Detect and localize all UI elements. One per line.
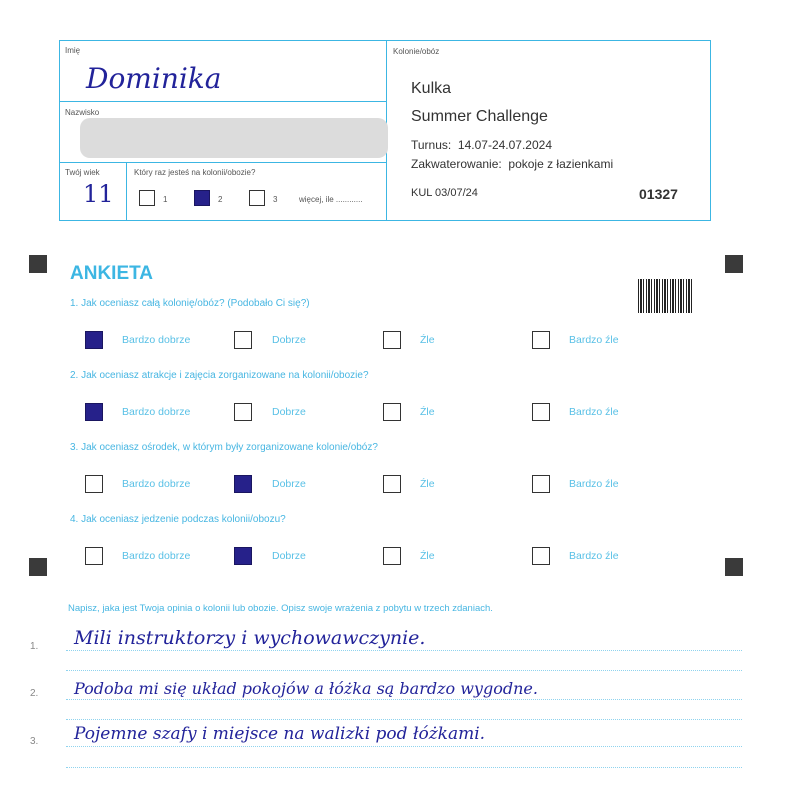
barcode-icon xyxy=(638,279,692,313)
kolonie-label: Kolonie/obóz xyxy=(393,47,440,56)
question-4-option-4-label: Bardzo źle xyxy=(569,550,619,562)
form-number: 01327 xyxy=(639,186,678,202)
question-4-option-2-label: Dobrze xyxy=(272,550,306,562)
question-2-option-3-label: Źle xyxy=(420,406,435,418)
visit-2-label: 2 xyxy=(218,195,223,204)
opinion-prompt: Napisz, jaka jest Twoja opinia o kolonii lub obozie. Opisz swoje wrażenia z pobytu w trzech zdaniach. xyxy=(68,603,493,614)
turnus-value: 14.07-24.07.2024 xyxy=(457,138,553,152)
opinion-line-3: Pojemne szafy i miejsce na walizki pod łóżkami. xyxy=(74,724,486,744)
line-2-number: 2. xyxy=(30,688,39,699)
question-3-option-1-checkbox[interactable] xyxy=(85,475,103,493)
redaction-bar xyxy=(80,118,388,158)
registration-mark-bottom-left xyxy=(29,558,47,576)
question-4-text: 4. Jak oceniasz jedzenie podczas kolonii/obozu? xyxy=(70,514,286,525)
wiek-label: Twój wiek xyxy=(65,168,100,177)
camp-code: KUL 03/07/24 xyxy=(411,187,478,199)
opinion-line-2: Podoba mi się układ pokojów a łóżka są bardzo wygodne. xyxy=(74,679,538,698)
visit-more-label: więcej, ile ............ xyxy=(299,195,363,204)
question-4-option-3-checkbox[interactable] xyxy=(383,547,401,565)
question-1-option-2-label: Dobrze xyxy=(272,334,306,346)
question-4-option-1-checkbox[interactable] xyxy=(85,547,103,565)
visit-3-label: 3 xyxy=(273,195,278,204)
opinion-line-1-rule xyxy=(66,650,742,651)
opinion-line-1b-rule xyxy=(66,670,742,671)
imie-value: Dominika xyxy=(86,62,222,95)
question-2-option-4-checkbox[interactable] xyxy=(532,403,550,421)
opinion-line-2b-rule xyxy=(66,719,742,720)
question-1-option-1-checkbox[interactable] xyxy=(85,331,103,349)
line-3-number: 3. xyxy=(30,736,39,747)
question-3-option-3-checkbox[interactable] xyxy=(383,475,401,493)
question-2-text: 2. Jak oceniasz atrakcje i zajęcia zorganizowane na kolonii/obozie? xyxy=(70,370,369,381)
ktory-raz-label: Który raz jesteś na kolonii/obozie? xyxy=(134,168,256,177)
opinion-line-3b-rule xyxy=(66,767,742,768)
question-3-option-1-label: Bardzo dobrze xyxy=(122,478,191,490)
question-2-option-2-checkbox[interactable] xyxy=(234,403,252,421)
question-1-option-3-checkbox[interactable] xyxy=(383,331,401,349)
opinion-line-2-rule xyxy=(66,699,742,700)
visit-3-checkbox[interactable] xyxy=(249,190,265,206)
opinion-line-1: Mili instruktorzy i wychowawczynie. xyxy=(74,627,426,649)
visit-2-checkbox[interactable] xyxy=(194,190,210,206)
question-2-option-1-label: Bardzo dobrze xyxy=(122,406,191,418)
question-2-option-3-checkbox[interactable] xyxy=(383,403,401,421)
question-1-option-1-label: Bardzo dobrze xyxy=(122,334,191,346)
camp-name: Kulka xyxy=(411,80,452,97)
zakwaterowanie-value: pokoje z łazienkami xyxy=(508,157,614,171)
line-1-number: 1. xyxy=(30,641,39,652)
visit-1-label: 1 xyxy=(163,195,168,204)
registration-mark-bottom-right xyxy=(725,558,743,576)
registration-mark-top-left xyxy=(29,255,47,273)
zakwaterowanie-row xyxy=(411,157,613,171)
question-3-option-2-label: Dobrze xyxy=(272,478,306,490)
question-3-option-4-label: Bardzo źle xyxy=(569,478,619,490)
camp-program: Summer Challenge xyxy=(411,108,548,125)
turnus-label: Turnus: xyxy=(411,138,452,152)
visit-1-checkbox[interactable] xyxy=(139,190,155,206)
question-4-option-4-checkbox[interactable] xyxy=(532,547,550,565)
question-3-text: 3. Jak oceniasz ośrodek, w którym były zorganizowane kolonie/obóz? xyxy=(70,442,378,453)
registration-mark-top-right xyxy=(725,255,743,273)
question-1-option-4-label: Bardzo źle xyxy=(569,334,619,346)
question-1-option-4-checkbox[interactable] xyxy=(532,331,550,349)
question-2-option-2-label: Dobrze xyxy=(272,406,306,418)
question-3-option-2-checkbox[interactable] xyxy=(234,475,252,493)
question-1-text: 1. Jak oceniasz całą kolonię/obóz? (Podobało Ci się?) xyxy=(70,298,310,309)
question-4-option-3-label: Źle xyxy=(420,550,435,562)
question-4-option-1-label: Bardzo dobrze xyxy=(122,550,191,562)
question-3-option-3-label: Źle xyxy=(420,478,435,490)
wiek-value: 11 xyxy=(83,180,114,208)
survey-title: ANKIETA xyxy=(70,263,154,284)
question-4-option-2-checkbox[interactable] xyxy=(234,547,252,565)
question-2-option-4-label: Bardzo źle xyxy=(569,406,619,418)
question-2-option-1-checkbox[interactable] xyxy=(85,403,103,421)
nazwisko-label: Nazwisko xyxy=(65,108,100,117)
question-1-option-3-label: Źle xyxy=(420,334,435,346)
imie-label: Imię xyxy=(65,46,81,55)
opinion-line-3-rule xyxy=(66,746,742,747)
question-3-option-4-checkbox[interactable] xyxy=(532,475,550,493)
zakwaterowanie-label: Zakwaterowanie: xyxy=(411,157,502,171)
turnus-row xyxy=(411,138,552,152)
question-1-option-2-checkbox[interactable] xyxy=(234,331,252,349)
